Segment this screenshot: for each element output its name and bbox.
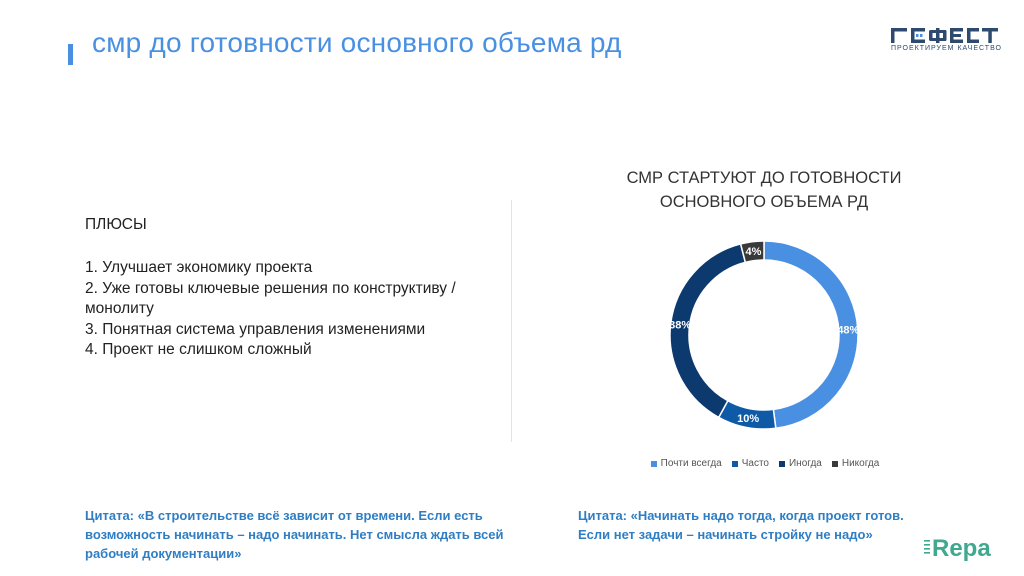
pros-item: 4. Проект не слишком сложный — [85, 341, 312, 358]
legend-swatch — [732, 461, 738, 467]
legend-item — [732, 458, 769, 469]
pros-list — [85, 258, 485, 361]
legend-item — [651, 458, 722, 469]
slice-label: 4% — [745, 246, 762, 259]
slice-label: 48% — [837, 324, 860, 337]
chart-title-line: ОСНОВНОГО ОБЪЕМА РД — [659, 193, 869, 211]
pros-item: 2. Уже готовы ключевые решения по конструктиву / монолиту — [85, 279, 456, 317]
gefest-logo — [890, 26, 1000, 58]
pros-item: 1. Улучшает экономику проекта — [85, 259, 313, 276]
chart-legend — [600, 458, 930, 469]
repa-logo — [922, 530, 1002, 562]
chart-title-line: СМР СТАРТУЮТ ДО ГОТОВНОСТИ — [626, 169, 902, 187]
donut-chart — [644, 232, 884, 438]
pros-item: 3. Понятная система управления изменениями — [85, 320, 426, 338]
slice-label: 38% — [669, 319, 692, 332]
chart-title — [604, 166, 924, 214]
legend-label: Никогда — [841, 458, 880, 469]
title-accent-bar — [68, 44, 73, 65]
quote-right: Цитата: «Начинать надо тогда, когда проект готов. Если нет задачи – начинать стройку не надо» — [578, 508, 904, 542]
pros-heading: ПЛЮСЫ — [85, 216, 147, 233]
legend-swatch — [651, 461, 657, 467]
quote-left: Цитата: «В строительстве всё зависит от времени. Если есть возможность начинать – надо начинать. Нет смысла ждать всей рабочей документации» — [85, 508, 504, 561]
legend-item — [779, 458, 822, 469]
repa-logo-text: Repa — [932, 535, 991, 562]
legend-swatch — [779, 461, 785, 467]
legend-swatch — [832, 461, 838, 467]
legend-label: Иногда — [788, 458, 822, 469]
slice-label: 10% — [737, 413, 760, 426]
column-divider — [511, 200, 512, 442]
logo-tagline: ПРОЕКТИРУЕМ КАЧЕСТВО — [891, 45, 1002, 52]
legend-label: Почти всегда — [660, 458, 722, 469]
page-title: смр до готовности основного объема рд — [92, 27, 622, 58]
legend-label: Часто — [741, 458, 769, 469]
legend-item — [832, 458, 879, 469]
